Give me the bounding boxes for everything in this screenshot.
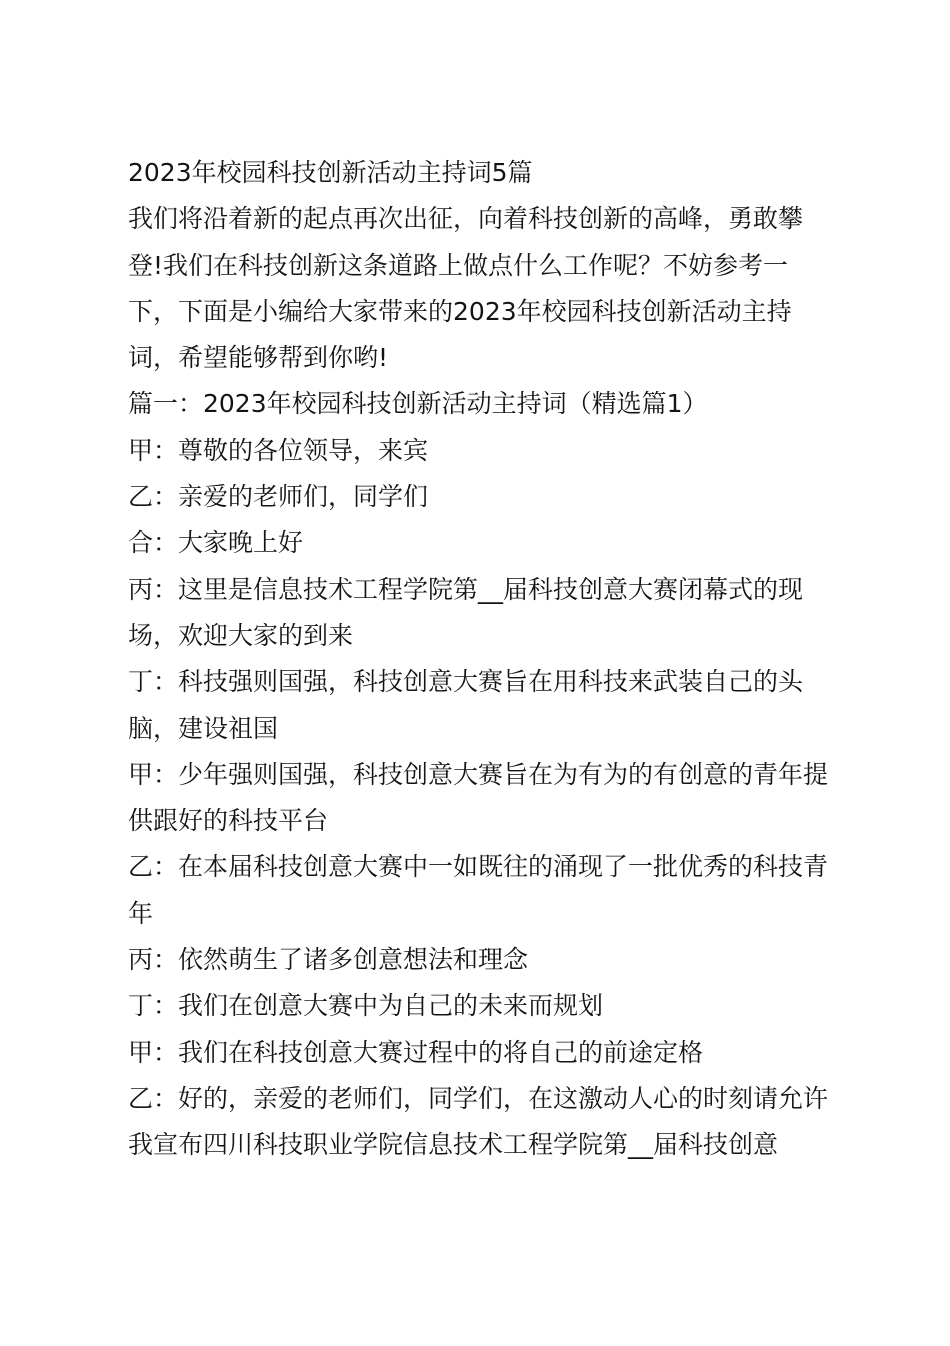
paragraph-line: 合：大家晚上好: [128, 528, 304, 558]
paragraph-line: 乙：亲爱的老师们，同学们: [128, 482, 429, 512]
paragraph-intro: 我们将沿着新的起点再次出征，向着科技创新的高峰，勇敢攀登!我们在科技创新这条道路上做点什么工作呢？不妨参考一下，下面是小编给大家带来的2023年校园科技创新活动主持词，希望能够帮到你哟!: [128, 204, 804, 373]
paragraph-line: 丙：依然萌生了诸多创意想法和理念: [128, 945, 529, 975]
paragraph-line: 丁：科技强则国强，科技创意大赛旨在用科技来武装自己的头脑，建设祖国: [128, 667, 804, 743]
paragraph-line: 乙：好的，亲爱的老师们，同学们，在这激动人心的时刻请允许我宣布四川科技职业学院信息技术工程学院第__届科技创意: [128, 1083, 829, 1160]
paragraph-line: 丁：我们在创意大赛中为自己的未来而规划: [128, 991, 604, 1021]
paragraph-line: 乙：在本届科技创意大赛中一如既往的涌现了一批优秀的科技青年: [128, 852, 829, 928]
paragraph-line: 丙：这里是信息技术工程学院第__届科技创意大赛闭幕式的现场，欢迎大家的到来: [128, 574, 804, 650]
paragraph-line: 甲：少年强则国强，科技创意大赛旨在为有为的有创意的青年提供跟好的科技平台: [128, 759, 829, 836]
paragraph-line: 甲：我们在科技创意大赛过程中的将自己的前途定格: [128, 1037, 704, 1067]
paragraph-line: 甲：尊敬的各位领导，来宾: [128, 435, 429, 465]
document-page: [128, 150, 828, 1169]
document-title: 2023年校园科技创新活动主持词5篇: [128, 158, 533, 187]
paragraph-section-heading: 篇一：2023年校园科技创新活动主持词（精选篇1）: [128, 389, 708, 419]
